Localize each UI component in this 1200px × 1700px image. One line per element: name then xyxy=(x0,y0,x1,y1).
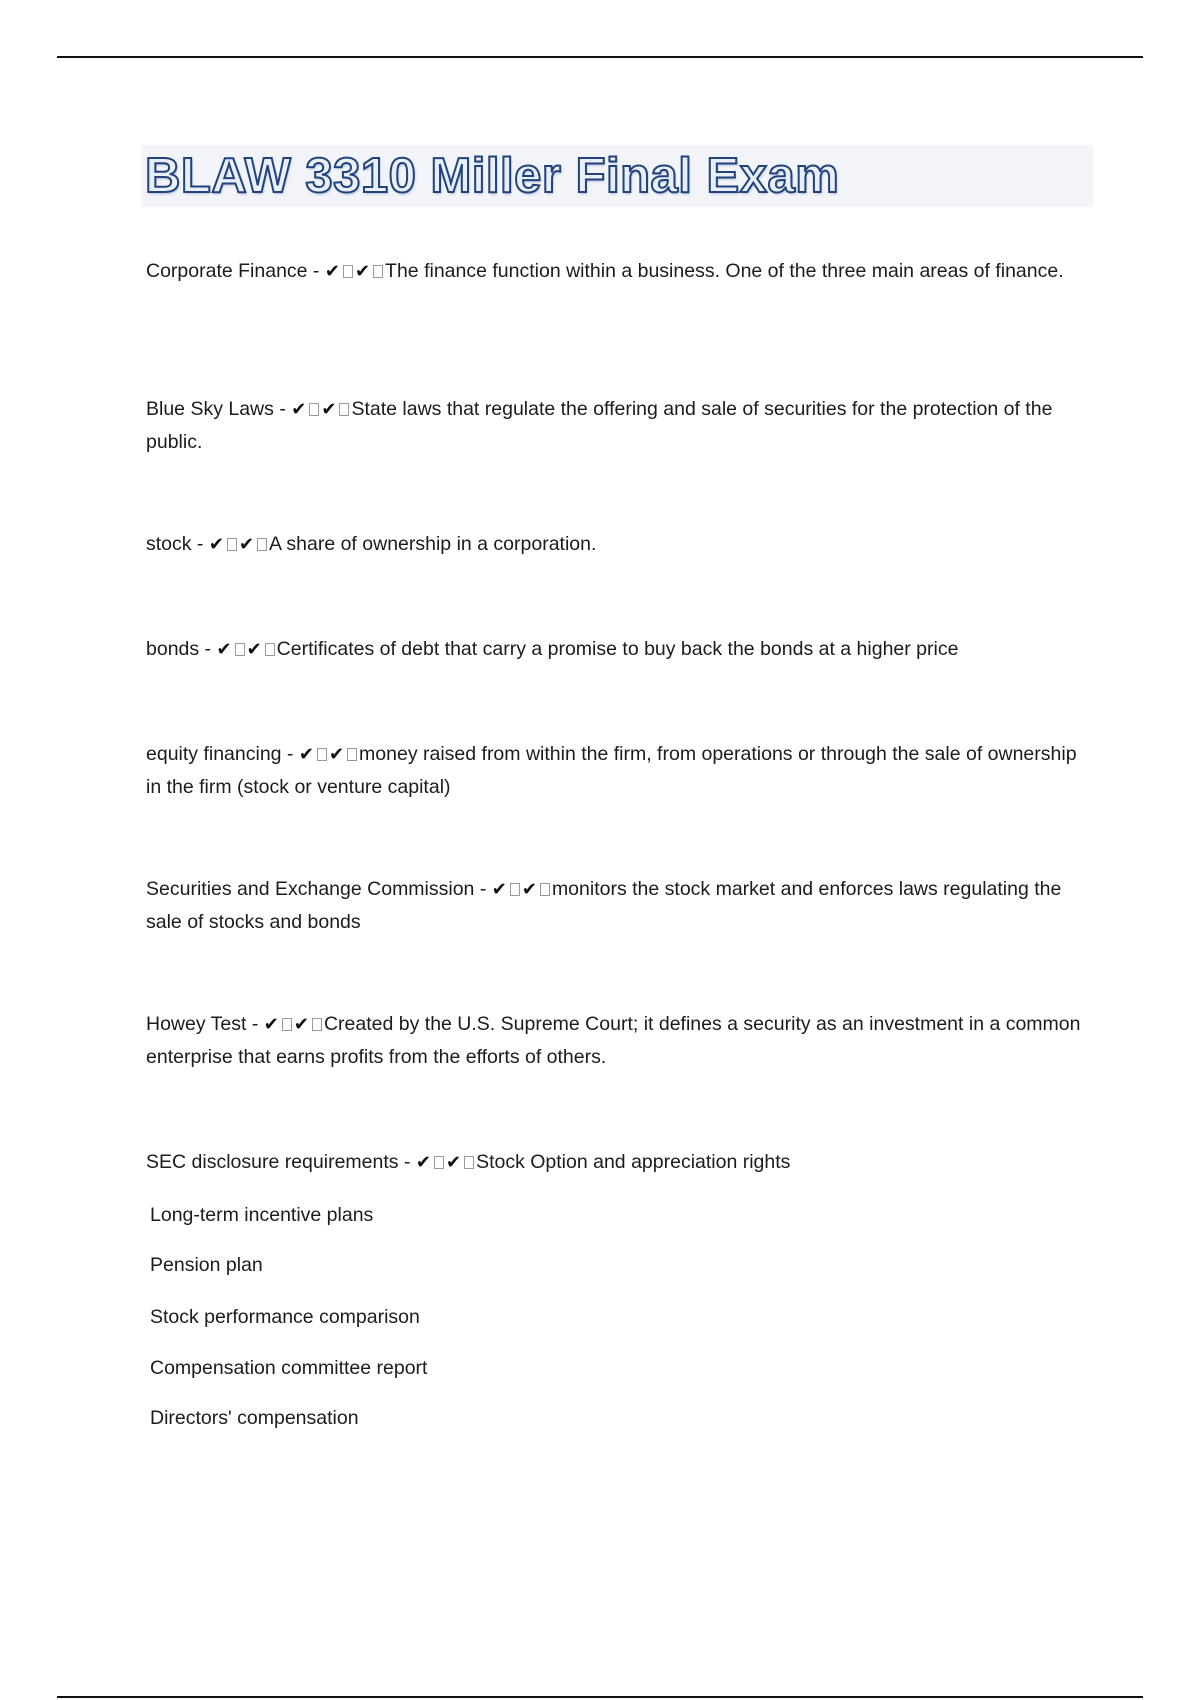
missing-glyph-icon xyxy=(540,883,550,896)
check-mark-icon: ✔ xyxy=(521,879,537,900)
missing-glyph-icon xyxy=(282,1018,292,1031)
missing-glyph-icon xyxy=(257,538,267,551)
check-mark-icon: ✔ xyxy=(263,1014,279,1035)
missing-glyph-icon xyxy=(373,265,383,278)
top-rule xyxy=(57,56,1143,58)
entry-definition: Stock Option and appreciation rights xyxy=(476,1151,791,1173)
entry-term: stock xyxy=(146,533,192,555)
entry-definition: monitors the stock market and enforces laws regulating the sale of stocks and bonds xyxy=(146,878,1062,933)
flashcard-entry: Howey Test - ✔ ✔ Created by the U.S. Supreme Court; it defines a security as an investment in a common enterprise that earns profits from the efforts of others. xyxy=(146,1013,1081,1068)
entry-term: Securities and Exchange Commission xyxy=(146,878,475,900)
flashcard-entry: Securities and Exchange Commission - ✔ ✔ monitors the stock market and enforces laws regulating the sale of stocks and bonds xyxy=(146,878,1062,933)
missing-glyph-icon xyxy=(464,1156,474,1169)
missing-glyph-icon xyxy=(339,403,349,416)
list-item: Pension plan xyxy=(150,1254,263,1276)
missing-glyph-icon xyxy=(343,265,353,278)
check-mark-icon: ✔ xyxy=(216,639,232,660)
entry-definition: Certificates of debt that carry a promise to buy back the bonds at a higher price xyxy=(276,638,959,660)
check-mark-icon: ✔ xyxy=(415,1152,431,1173)
entry-term: Blue Sky Laws xyxy=(146,398,274,420)
entry-definition: The finance function within a business. One of the three main areas of finance. xyxy=(385,260,1064,282)
entry-definition: A share of ownership in a corporation. xyxy=(269,533,597,555)
check-mark-icon: ✔ xyxy=(293,1014,309,1035)
check-mark-icon: ✔ xyxy=(445,1152,462,1173)
flashcard-entry: SEC disclosure requirements - ✔ ✔ Stock Option and appreciation rights xyxy=(146,1151,791,1173)
list-item: Stock performance comparison xyxy=(150,1306,420,1328)
entry-definition: State laws that regulate the offering and sale of securities for the protection of the public. xyxy=(146,398,1053,453)
check-mark-icon: ✔ xyxy=(491,879,507,900)
missing-glyph-icon xyxy=(265,643,275,656)
missing-glyph-icon xyxy=(510,883,520,896)
missing-glyph-icon xyxy=(235,643,245,656)
missing-glyph-icon xyxy=(227,538,237,551)
check-mark-icon: ✔ xyxy=(328,744,345,765)
check-mark-icon: ✔ xyxy=(208,534,224,555)
check-mark-icon: ✔ xyxy=(321,399,337,420)
check-mark-icon: ✔ xyxy=(238,534,255,555)
missing-glyph-icon xyxy=(317,748,327,761)
check-mark-icon: ✔ xyxy=(246,639,262,660)
flashcard-entry: Corporate Finance - ✔ ✔ The finance function within a business. One of the three main areas of finance. xyxy=(146,260,1064,282)
entry-term: equity financing xyxy=(146,743,282,765)
check-mark-icon: ✔ xyxy=(354,261,371,282)
entry-term: SEC disclosure requirements xyxy=(146,1151,399,1173)
bottom-rule xyxy=(57,1696,1143,1698)
missing-glyph-icon xyxy=(347,748,357,761)
missing-glyph-icon xyxy=(434,1156,444,1169)
document-title: BLAW 3310 Miller Final Exam xyxy=(145,149,840,203)
entry-term: Howey Test xyxy=(146,1013,247,1035)
check-mark-icon: ✔ xyxy=(324,261,340,282)
flashcard-entry: stock - ✔ ✔ A share of ownership in a corporation. xyxy=(146,533,597,555)
list-item: Long-term incentive plans xyxy=(150,1204,374,1226)
check-mark-icon: ✔ xyxy=(291,399,307,420)
list-item: Directors' compensation xyxy=(150,1407,359,1429)
flashcard-entry: Blue Sky Laws - ✔ ✔ State laws that regulate the offering and sale of securities for the protection of the public. xyxy=(146,398,1053,453)
entry-term: bonds xyxy=(146,638,200,660)
list-item: Compensation committee report xyxy=(150,1357,428,1379)
missing-glyph-icon xyxy=(312,1018,322,1031)
entry-definition: money raised from within the firm, from operations or through the sale of ownership in the firm (stock or venture capital) xyxy=(146,743,1077,798)
entry-definition: Created by the U.S. Supreme Court; it defines a security as an investment in a common enterprise that earns profits from the efforts of others. xyxy=(146,1013,1081,1068)
title-banner xyxy=(141,145,1093,207)
flashcard-entry: equity financing - ✔ ✔ money raised from within the firm, from operations or through the sale of ownership in the firm (stock or venture capital) xyxy=(146,743,1077,798)
missing-glyph-icon xyxy=(309,403,319,416)
flashcard-entry: bonds - ✔ ✔ Certificates of debt that carry a promise to buy back the bonds at a higher price xyxy=(146,638,959,660)
check-mark-icon: ✔ xyxy=(298,744,314,765)
entry-term: Corporate Finance xyxy=(146,260,308,282)
